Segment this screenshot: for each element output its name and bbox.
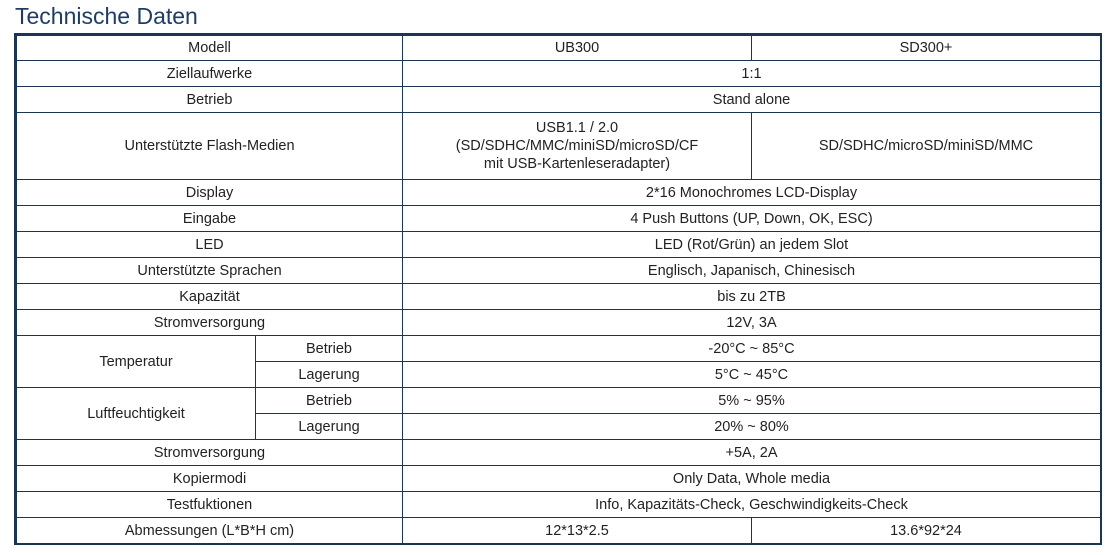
row-group-label: Luftfeuchtigkeit: [17, 388, 256, 440]
table-row: [17, 36, 1101, 61]
row-label: Unterstützte Flash-Medien: [17, 113, 403, 180]
row-value: 1:1: [403, 61, 1101, 87]
row-sublabel: Betrieb: [256, 388, 403, 414]
row-label: Betrieb: [17, 87, 403, 113]
spec-table: [16, 35, 1101, 544]
table-row: [17, 336, 1101, 362]
table-row: [17, 440, 1101, 466]
row-value-sd300: 13.6*92*24: [752, 518, 1101, 544]
row-label: Display: [17, 180, 403, 206]
flash-ub-line-1: USB1.1 / 2.0: [535, 120, 619, 136]
table-row: [17, 113, 1101, 180]
table-row: [17, 492, 1101, 518]
row-label: Stromversorgung: [17, 440, 403, 466]
row-label: Eingabe: [17, 206, 403, 232]
row-value: LED (Rot/Grün) an jedem Slot: [403, 232, 1101, 258]
row-value: -20°C ~ 85°C: [403, 336, 1101, 362]
row-value: +5A, 2A: [403, 440, 1101, 466]
row-label: Stromversorgung: [17, 310, 403, 336]
table-row: [17, 232, 1101, 258]
table-row: [17, 310, 1101, 336]
row-label: Kopiermodi: [17, 466, 403, 492]
row-label: LED: [17, 232, 403, 258]
row-sublabel: Betrieb: [256, 336, 403, 362]
table-row: [17, 258, 1101, 284]
row-value: 2*16 Monochromes LCD-Display: [403, 180, 1101, 206]
table-row: [17, 206, 1101, 232]
row-value: 4 Push Buttons (UP, Down, OK, ESC): [403, 206, 1101, 232]
row-value: bis zu 2TB: [403, 284, 1101, 310]
row-value: Only Data, Whole media: [403, 466, 1101, 492]
row-sublabel: Lagerung: [256, 414, 403, 440]
row-value: Stand alone: [403, 87, 1101, 113]
table-row: [17, 518, 1101, 544]
page-title: Technische Daten: [15, 3, 198, 29]
flash-ub-line-3: mit USB-Kartenleseradapter): [483, 156, 671, 172]
row-value: Englisch, Japanisch, Chinesisch: [403, 258, 1101, 284]
row-label: Unterstützte Sprachen: [17, 258, 403, 284]
row-sublabel: Lagerung: [256, 362, 403, 388]
row-value-sd300: SD/SDHC/microSD/miniSD/MMC: [752, 113, 1101, 180]
row-label: Ziellaufwerke: [17, 61, 403, 87]
row-label: Testfuktionen: [17, 492, 403, 518]
header-ub300-cell: UB300: [403, 36, 752, 61]
header-sd300-cell: SD300+: [752, 36, 1101, 61]
row-label: Abmessungen (L*B*H cm): [17, 518, 403, 544]
row-value: 5% ~ 95%: [403, 388, 1101, 414]
table-row: [17, 61, 1101, 87]
row-group-label: Temperatur: [17, 336, 256, 388]
table-row: [17, 284, 1101, 310]
row-value: 20% ~ 80%: [403, 414, 1101, 440]
table-row: [17, 388, 1101, 414]
flash-ub-line-2: (SD/SDHC/MMC/miniSD/microSD/CF: [455, 138, 699, 154]
table-row: [17, 87, 1101, 113]
row-value: Info, Kapazitäts-Check, Geschwindigkeits-Check: [403, 492, 1101, 518]
table-row: [17, 180, 1101, 206]
row-value-ub300: 12*13*2.5: [403, 518, 752, 544]
row-value-ub300: [403, 113, 752, 180]
header-label-cell: Modell: [17, 36, 403, 61]
row-label: Kapazität: [17, 284, 403, 310]
row-value: 12V, 3A: [403, 310, 1101, 336]
table-row: [17, 466, 1101, 492]
row-value: 5°C ~ 45°C: [403, 362, 1101, 388]
